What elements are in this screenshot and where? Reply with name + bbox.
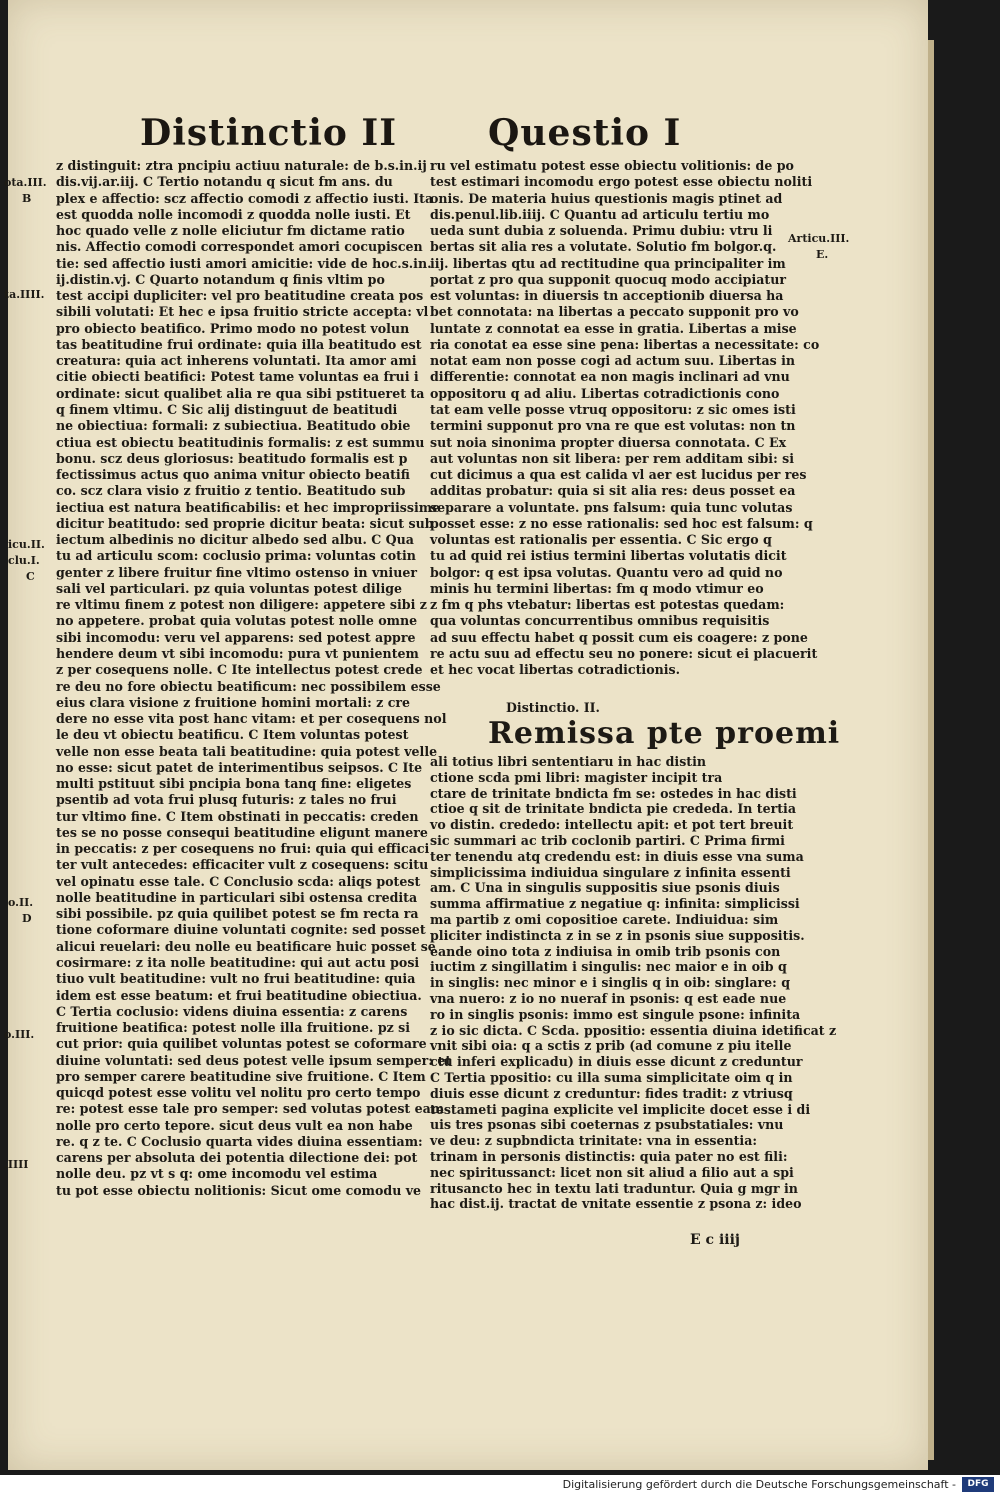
text-line: pro obiecto beatifico. Primo modo no potest volun (56, 320, 410, 336)
text-line: test estimari incomodu ergo potest esse obiectu noliti (430, 174, 813, 190)
text-line: ve deu: z supbndicta trinitate: vna in essentia: (430, 1133, 758, 1149)
margin-note: ta.IIII. (4, 288, 45, 301)
text-line: cosirmare: z ita nolle beatitudine: qui aut actu posi (56, 955, 420, 971)
running-header-right: Questio I (488, 112, 682, 154)
text-line: luntate z connotat ea esse in gratia. Libertas a mise (430, 320, 797, 336)
left-text-column (56, 158, 452, 1199)
text-line: re actu suu ad effectu seu no ponere: sicut ei placuerit (430, 645, 818, 661)
text-line: bonu. scz deus gloriosus: beatitudo formalis est p (56, 450, 408, 466)
text-line: ad suu effectu habet q possit cum eis coagere: z pone (430, 629, 808, 645)
text-line: le deu vt obiectu beatificu. C Item voluntas potest (56, 727, 409, 743)
text-line: plex e affectio: scz affectio comodi z affectio iusti. Ita (56, 190, 434, 206)
text-line: differentie: connotat ea non magis inclinari ad vnu (430, 369, 790, 385)
margin-note: o.II. (8, 896, 34, 909)
text-line: re vltimu finem z potest non diligere: appetere sibi z (56, 597, 427, 613)
text-line: fectissimus actus quo anima vnitur obiecto beatifi (56, 467, 410, 483)
text-line: ter tenendu atq credendu est: in diuis esse vna suma (430, 848, 804, 864)
running-header-left: Distinctio II (140, 112, 398, 154)
text-line: ritusancto hec in textu lati traduntur. Quia g mgr in (430, 1180, 798, 1196)
text-line: z io sic dicta. C Scda. ppositio: essentia diuina idetificat z (430, 1022, 837, 1038)
text-line: eande oino tota z indiuisa in omib trib psonis con (430, 943, 781, 959)
text-line: sibi incomodu: veru vel apparens: sed potest appre (56, 629, 416, 645)
text-line: notat eam non posse cogi ad actum suu. Libertas in (430, 353, 796, 369)
text-line: minis hu termini libertas: fm q modo vtimur eo (430, 580, 764, 596)
text-line: separare a voluntate. pns falsum: quia tunc volutas (430, 499, 793, 515)
margin-note: icu.II. (8, 538, 45, 551)
text-line: velle non esse beata tali beatitudine: quia potest velle (56, 743, 438, 759)
text-line: nolle deu. pz vt s q: ome incomodu vel estima (56, 1166, 378, 1182)
text-line: ij.distin.vj. C Quarto notandum q finis vltim po (56, 271, 385, 287)
text-line: iuctim z singillatim i singulis: nec maior e in oib q (430, 959, 787, 975)
text-line: multi pstituut sibi pncipia bona tanq fine: eligetes (56, 776, 412, 792)
text-line: creatura: quia act inherens voluntati. Ita amor ami (56, 353, 417, 369)
text-line: no appetere. probat quia volutas potest nolle omne (56, 613, 418, 629)
margin-note-right: Articu.III. (788, 232, 850, 245)
text-line: ordinate: sicut qualibet alia re qua sibi pstitueret ta (56, 385, 425, 401)
text-line: dicitur beatitudo: sed proprie dicitur beata: sicut sub (56, 515, 434, 531)
text-line: voluntas est rationalis per essentia. C Sic ergo q (430, 532, 772, 548)
margin-note: clu.I. (8, 554, 40, 567)
page-edge (928, 40, 934, 1460)
text-line: additas probatur: quia si sit alia res: deus posset ea (430, 483, 796, 499)
text-line: dis.penul.lib.iiij. C Quantu ad articulu tertiu mo (430, 206, 770, 222)
text-line: tiuo vult beatitudine: vult no frui beatitudine: quia (56, 971, 416, 987)
text-line: re deu no fore obiectu beatificum: nec possibilem esse (56, 678, 441, 694)
text-line: iectiua est natura beatificabilis: et hec impropriissime (56, 499, 441, 515)
text-line: posset esse: z no esse rationalis: sed hoc est falsum: q (430, 515, 813, 531)
section-label: Distinctio. II. (506, 700, 600, 715)
text-line: re: potest esse tale pro semper: sed volutas potest eam (56, 1101, 445, 1117)
text-line: ctioe q sit de trinitate bndicta pie crededa. In tertia (430, 801, 796, 817)
text-line: tes se no posse consequi beatitudine eligunt manere (56, 824, 428, 840)
text-line: ctiua est obiectu beatitudinis formalis: z est summu (56, 434, 425, 450)
text-line: z fm q phs vtebatur: libertas est potestas quedam: (430, 597, 785, 613)
text-line: vel opinatu esse tale. C Conclusio scda: aliqs potest (56, 873, 421, 889)
text-line: quicqd potest esse volitu vel nolitu pro certo tempo (56, 1085, 421, 1101)
margin-note: D (22, 912, 32, 925)
text-line: iectum albedinis no dicitur albedo sed albu. C Qua (56, 532, 414, 548)
text-line: vna nuero: z io no nueraf in psonis: q est eade nue (430, 990, 787, 1006)
text-line: ctare de trinitate bndicta fm se: ostedes in hac disti (430, 785, 797, 801)
text-line: bolgor: q est ipsa volutas. Quantu vero ad quid no (430, 564, 783, 580)
text-line: ueda sunt dubia z soluenda. Primu dubiu: vtru li (430, 223, 773, 239)
text-line: carens per absoluta dei potentia dilectione dei: pot (56, 1150, 418, 1166)
text-line: diuine voluntati: sed deus potest velle ipsum semper: et (56, 1052, 452, 1068)
text-line: ctione scda pmi libri: magister incipit tra (430, 769, 723, 785)
text-line: test accipi dupliciter: vel pro beatitudine creata pos (56, 288, 424, 304)
text-line: tu ad articulu scom: coclusio prima: voluntas cotin (56, 548, 416, 564)
margin-note: C (26, 570, 35, 583)
text-line: testameti pagina explicite vel implicite docet esse i di (430, 1101, 811, 1117)
text-line: est voluntas: in diuersis tn acceptionib diuersa ha (430, 288, 784, 304)
footer-bar (0, 1475, 1000, 1495)
margin-note: B (22, 192, 32, 205)
text-line: ali totius libri sententiaru in hac distin (430, 754, 707, 769)
text-line: co. scz clara visio z fruitio z tentio. Beatitudo sub (56, 483, 406, 499)
text-line: eius clara visione z fruitione homini mortali: z cre (56, 694, 411, 710)
text-line: aut voluntas non sit libera: per rem additam sibi: si (430, 450, 794, 466)
text-line: trinam in personis distinctis: quia pater no est fili: (430, 1148, 788, 1164)
text-line: portat z pro qua supponit quocuq modo accipiatur (430, 271, 787, 287)
text-line: bertas sit alia res a volutate. Solutio fm bolgor.q. (430, 239, 777, 255)
text-line: sali vel particulari. pz quia voluntas potest dilige (56, 580, 403, 596)
text-line: no esse: sicut patet de interimentibus seipsos. C Ite (56, 759, 423, 775)
text-line: qua voluntas concurrentibus omnibus requisitis (430, 613, 770, 629)
text-line: sibili volutati: Et hec e ipsa fruitio stricte accepta: vl (56, 304, 429, 320)
margin-note: .IIII (4, 1158, 29, 1171)
text-line: hendere deum vt sibi incomodu: pura vt punientem (56, 645, 419, 661)
signature-mark: E c iiij (690, 1232, 740, 1248)
text-line: tat eam velle posse vtruq oppositoru: z sic omes isti (430, 401, 796, 417)
text-line: cut prior: quia quilibet voluntas potest se coformare (56, 1036, 427, 1052)
text-line: fruitione beatifica: potest nolle illa fruitione. pz si (56, 1020, 411, 1036)
text-line: sibi possibile. pz quia quilibet potest se fm recta ra (56, 906, 419, 922)
text-line: nolle beatitudine in particulari sibi ostensa credita (56, 889, 418, 905)
text-line: ru vel estimatu potest esse obiectu volitionis: de po (430, 158, 794, 173)
text-line: cut dicimus a qua est calida vl aer est lucidus per res (430, 467, 807, 483)
text-line: tur vltimo fine. C Item obstinati in peccatis: creden (56, 808, 419, 824)
funding-note: Digitalisierung gefördert durch die Deutsche Forschungsgemeinschaft - (562, 1478, 956, 1491)
text-line: dis.vij.ar.iij. C Tertio notandu q sicut fm ans. du (56, 174, 393, 190)
right-text-column-continued (430, 754, 837, 1212)
section-heading: Remissa pte proemi (488, 716, 841, 751)
text-line: ma partib z omi copositioe carete. Indiuidua: sim (430, 911, 779, 927)
text-line: q finem vltimu. C Sic alij distinguut de beatitudi (56, 401, 398, 417)
text-line: genter z libere fruitur fine vltimo ostenso in vniuer (56, 564, 418, 580)
text-line: z per cosequens nolle. C Ite intellectus potest crede (56, 662, 423, 678)
text-line: idem est esse beatum: et frui beatitudine obiectiua. (56, 987, 422, 1003)
text-line: tu pot esse obiectu nolitionis: Sicut ome comodu ve (56, 1182, 422, 1198)
text-line: bet connotata: na libertas a peccato supponit pro vo (430, 304, 799, 320)
text-line: nec spiritussanct: licet non sit aliud a filio aut a spi (430, 1164, 794, 1180)
text-line: nis. Affectio comodi correspondet amori cocupiscen (56, 239, 423, 255)
text-line: in singlis: nec minor e i singlis q in oib: singlare: q (430, 975, 791, 991)
text-line: re. q z te. C Coclusio quarta vides diuina essentiam: (56, 1133, 423, 1149)
text-line: ne obiectiua: formali: z subiectiua. Beatitudo obie (56, 418, 411, 434)
text-line: ria conotat ea esse sine pena: libertas a necessitate: co (430, 336, 820, 352)
margin-note: o.III. (4, 1028, 35, 1041)
text-line: diuis esse dicunt z creduntur: fides tradit: z vtriusq (430, 1085, 793, 1101)
text-line: vnit sibi oia: q a sctis z prib (ad comune z piu itelle (430, 1038, 792, 1054)
text-line: onis. De materia huius questionis magis ptinet ad (430, 190, 783, 206)
text-line: termini supponut pro vna re que est volutas: non tn (430, 418, 796, 434)
text-line: hoc quado velle z nolle eliciutur fm dictame ratio (56, 223, 405, 239)
dfg-logo: DFG (962, 1477, 994, 1492)
text-line: C Tertia ppositio: cu illa suma simplicitate oim q in (430, 1069, 793, 1085)
text-line: tas beatitudine frui ordinate: quia illa beatitudo est (56, 336, 422, 352)
text-line: in peccatis: z per cosequens no frui: quia qui efficaci (56, 841, 430, 857)
text-line: summa affirmatiue z negatiue q: infinita: simplicissi (430, 896, 800, 912)
text-line: oppositoru q ad aliu. Libertas cotradictionis cono (430, 385, 780, 401)
text-line: am. C Una in singulis suppositis siue psonis diuis (430, 880, 780, 896)
text-line: est quodda nolle incomodi z quodda nolle iusti. Et (56, 206, 411, 222)
text-line: nolle pro certo tepore. sicut deus vult ea non habe (56, 1117, 413, 1133)
text-line: ro in singlis psonis: immo est singule psone: infinita (430, 1006, 801, 1022)
text-line: C Tertia coclusio: videns diuina essentia: z carens (56, 1003, 408, 1019)
text-line: z distinguit: ztra pncipiu actiuu naturale: de b.s.in.ij (56, 158, 427, 173)
text-line: sic summari ac trib coclonib partiri. C Prima firmi (430, 832, 785, 848)
text-line: tu ad quid rei istius termini libertas volutatis dicit (430, 548, 787, 564)
text-line: hac dist.ij. tractat de vnitate essentie z psona z: ideo (430, 1196, 802, 1212)
text-line: pro semper carere beatitudine sive fruitione. C Item (56, 1068, 426, 1084)
text-line: ter vult antecedes: efficaciter vult z cosequens: scitu (56, 857, 429, 873)
text-line: pliciter indistincta z in se z in psonis siue suppositis. (430, 927, 805, 943)
text-line: uis tres psonas sibi coeternas z psubstatiales: vnu (430, 1117, 784, 1133)
text-line: dere no esse vita post hanc vitam: et per cosequens nol (56, 711, 447, 727)
text-line: tie: sed affectio iusti amori amicitie: vide de hoc.s.in. (56, 255, 432, 271)
text-line: sut noia sinonima propter diuersa connotata. C Ex (430, 434, 787, 450)
text-line: alicui reuelari: deu nolle eu beatificare huic posset se (56, 938, 436, 954)
text-line: iij. libertas qtu ad rectitudine qua principaliter im (430, 255, 786, 271)
text-line: vo distin. crededo: intellectu apit: et pot tert breuit (430, 817, 794, 833)
margin-note: ota.III. (4, 176, 47, 189)
margin-note-right-letter: E. (816, 248, 829, 261)
text-line: et hec vocat libertas cotradictionis. (430, 662, 681, 678)
text-line: ctu inferi explicadu) in diuis esse dicunt z creduntur (430, 1054, 803, 1070)
text-line: simplicissima indiuidua singulare z infinita essenti (430, 864, 791, 880)
text-line: tione coformare diuine voluntati cognite: sed posset (56, 922, 426, 938)
text-line: psentib ad vota frui plusq futuris: z tales no frui (56, 792, 397, 808)
text-line: citie obiecti beatifici: Potest tame voluntas ea frui i (56, 369, 419, 385)
